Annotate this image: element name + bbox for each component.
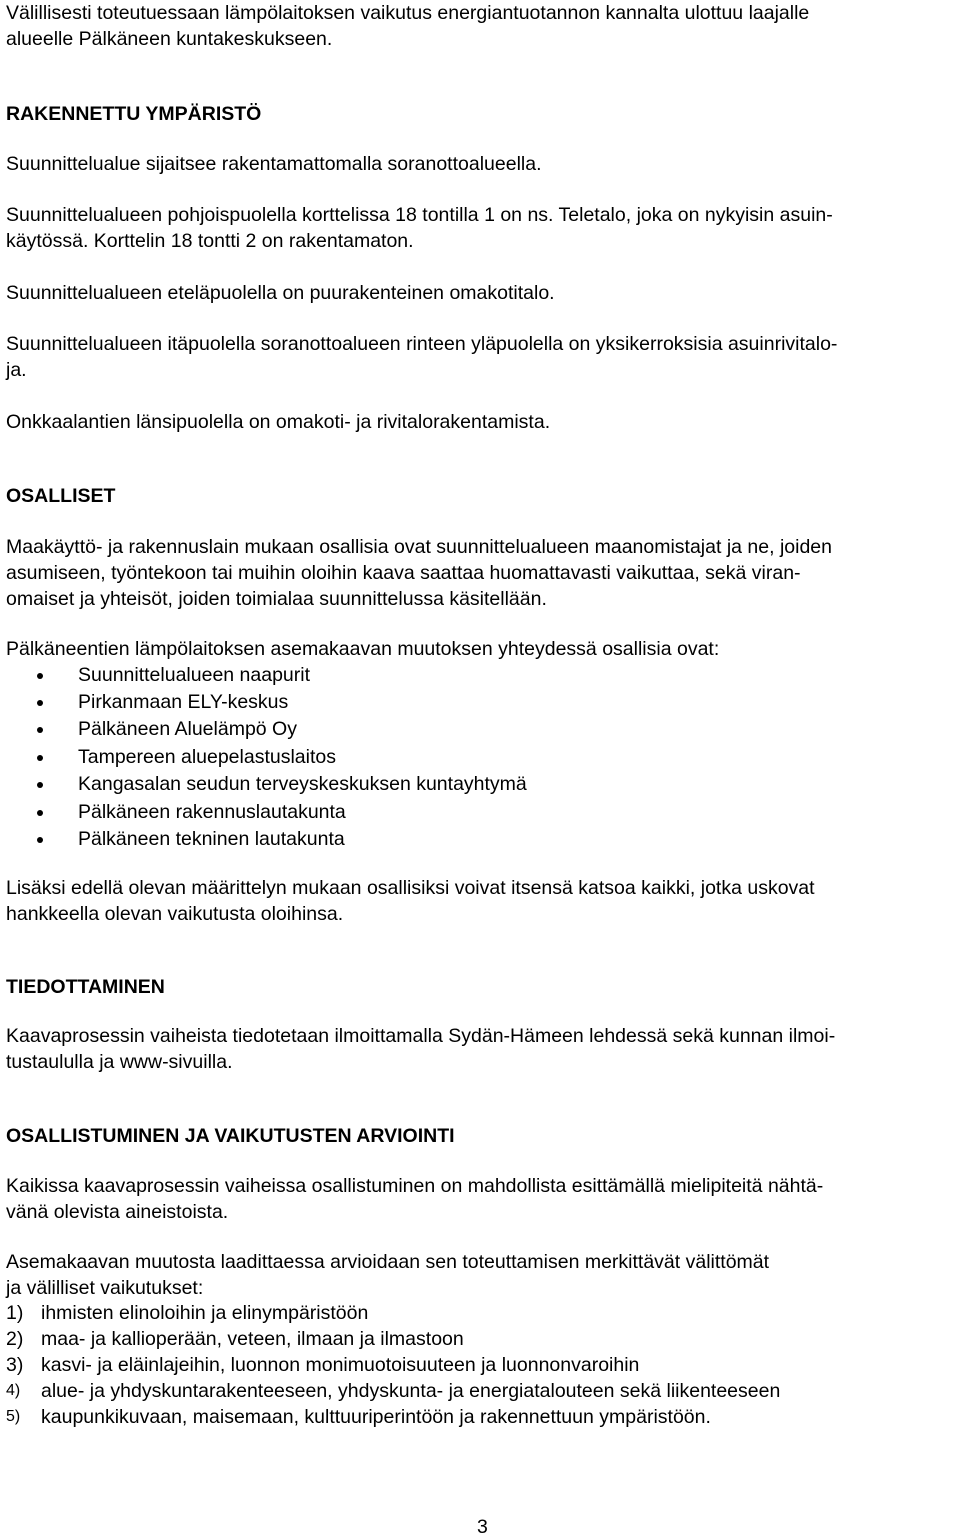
list-item-text: ihmisten elinoloihin ja elinympäristöön	[41, 1302, 369, 1324]
bullet-icon	[37, 755, 43, 761]
section-heading-osallistuminen: OSALLISTUMINEN JA VAIKUTUSTEN ARVIOINTI	[6, 1125, 455, 1147]
list-item-number: 3)	[6, 1354, 24, 1376]
page-number: 3	[477, 1516, 488, 1538]
bullet-icon	[37, 700, 43, 706]
paragraph: Onkkaalantien länsipuolella on omakoti- ja rivitalorakentamista.	[6, 411, 551, 433]
paragraph-line: Maakäyttö- ja rakennuslain mukaan osallisia ovat suunnittelualueen maanomistajat ja ne, joiden	[6, 536, 832, 558]
paragraph-line: Kaavaprosessin vaiheista tiedotetaan ilmoittamalla Sydän-Hämeen lehdessä sekä kunnan ilmoi-	[6, 1025, 836, 1047]
list-item-number: 5)	[6, 1408, 21, 1425]
list-item-text: Pälkäneen tekninen lautakunta	[78, 828, 345, 850]
paragraph-line: tustaululla ja www-sivuilla.	[6, 1051, 233, 1073]
list-item-text: maa- ja kallioperään, veteen, ilmaan ja ilmastoon	[41, 1328, 464, 1350]
list-item-text: Pirkanmaan ELY-keskus	[78, 691, 289, 713]
paragraph-line: Asemakaavan muutosta laadittaessa arvioidaan sen toteuttamisen merkittävät välittömät	[6, 1251, 770, 1273]
list-item-text: Suunnittelualueen naapurit	[78, 664, 311, 686]
list-item-text: kaupunkikuvaan, maisemaan, kulttuuriperintöön ja rakennettuun ympäristöön.	[41, 1406, 711, 1428]
intro-line-2: alueelle Pälkäneen kuntakeskukseen.	[6, 28, 333, 50]
paragraph-line: Lisäksi edellä olevan määrittelyn mukaan osallisiksi voivat itsensä katsoa kaikki, jotka uskovat	[6, 877, 815, 899]
paragraph-line: hankkeella olevan vaikutusta oloihinsa.	[6, 903, 344, 925]
paragraph-line: vänä olevista aineistoista.	[6, 1201, 229, 1223]
paragraph: Pälkäneentien lämpölaitoksen asemakaavan muutoksen yhteydessä osallisia ovat:	[6, 638, 720, 660]
paragraph: Suunnittelualue sijaitsee rakentamattomalla soranottoalueella.	[6, 153, 542, 175]
paragraph-line: ja.	[6, 359, 27, 381]
section-heading-rakennettu: RAKENNETTU YMPÄRISTÖ	[6, 103, 262, 125]
list-item-text: Tampereen aluepelastuslaitos	[78, 746, 336, 768]
bullet-icon	[37, 727, 43, 733]
paragraph-line: Suunnittelualueen itäpuolella soranottoalueen rinteen yläpuolella on yksikerroksisia asuinrivitalo-	[6, 333, 838, 355]
paragraph-line: käytössä. Korttelin 18 tontti 2 on rakentamaton.	[6, 230, 414, 252]
paragraph-line: asumiseen, työntekoon tai muihin oloihin kaava saattaa huomattavasti vaikuttaa, sekä viran-	[6, 562, 801, 584]
list-item-text: alue- ja yhdyskuntarakenteeseen, yhdyskunta- ja energiatalouteen sekä liikenteeseen	[41, 1380, 781, 1402]
section-heading-osalliset: OSALLISET	[6, 485, 116, 507]
list-item-text: kasvi- ja eläinlajeihin, luonnon monimuotoisuuteen ja luonnonvaroihin	[41, 1354, 640, 1376]
bullet-icon	[37, 837, 43, 843]
paragraph-line: Kaikissa kaavaprosessin vaiheissa osallistuminen on mahdollista esittämällä mielipiteitä nähtä-	[6, 1175, 824, 1197]
bullet-icon	[37, 673, 43, 679]
list-item-text: Pälkäneen rakennuslautakunta	[78, 801, 346, 823]
section-heading-tiedottaminen: TIEDOTTAMINEN	[6, 976, 165, 998]
paragraph: Suunnittelualueen eteläpuolella on puurakenteinen omakotitalo.	[6, 282, 555, 304]
paragraph-line: omaiset ja yhteisöt, joiden toimialaa suunnittelussa käsitellään.	[6, 588, 547, 610]
list-item-number: 1)	[6, 1302, 24, 1324]
list-item-text: Pälkäneen Aluelämpö Oy	[78, 718, 297, 740]
paragraph-line: Suunnittelualueen pohjoispuolella korttelissa 18 tontilla 1 on ns. Teletalo, joka on nykyisin asuin-	[6, 204, 833, 226]
bullet-icon	[37, 810, 43, 816]
list-item-number: 4)	[6, 1382, 21, 1399]
paragraph-line: ja välilliset vaikutukset:	[6, 1277, 204, 1299]
intro-line-1: Välillisesti toteutuessaan lämpölaitoksen vaikutus energiantuotannon kannalta ulottuu laajalle	[6, 2, 810, 24]
list-item-text: Kangasalan seudun terveyskeskuksen kuntayhtymä	[78, 773, 527, 795]
bullet-icon	[37, 782, 43, 788]
list-item-number: 2)	[6, 1328, 24, 1350]
